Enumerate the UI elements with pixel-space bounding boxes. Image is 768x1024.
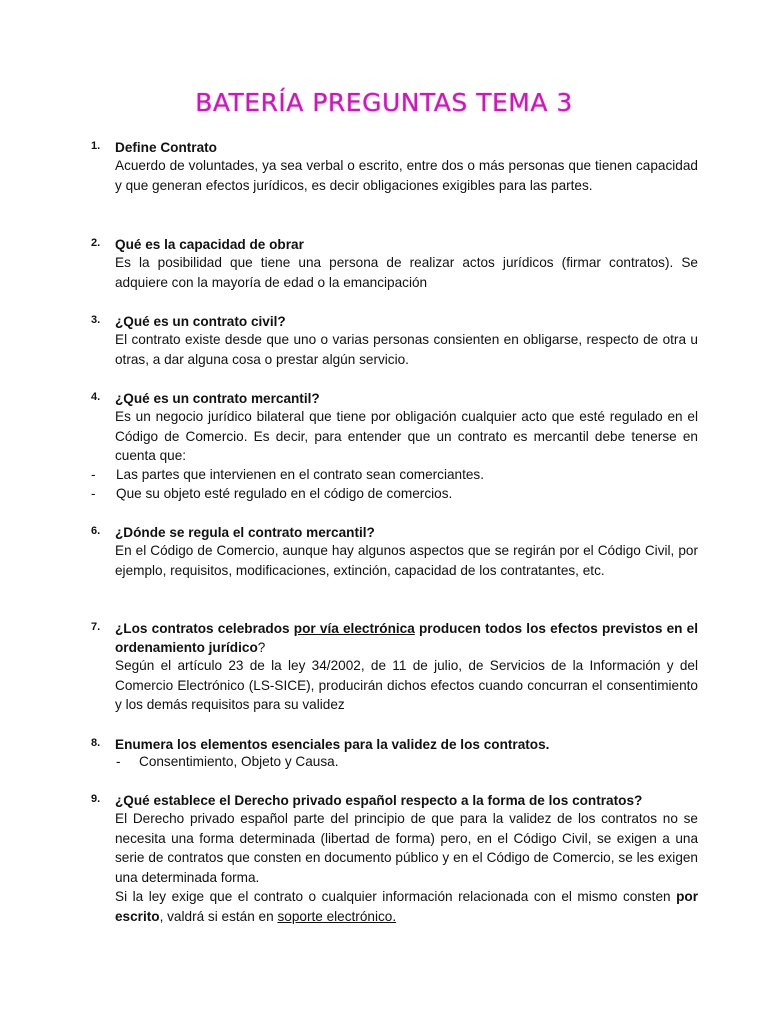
answer-text-2	[115, 887, 698, 926]
list-item-text: Las partes que intervienen en el contrato sean comerciantes.	[116, 467, 485, 482]
answer-text: El Derecho privado español parte del principio de que para la validez de los contratos no se necesita una forma determinada (libertad de forma) pero, en el Código Civil, se exigen a una serie de contratos que consten en documento público y en el Código de Comercio, se les exigen una determinada forma.	[115, 811, 698, 885]
answer-text-part: Si la ley exige que el contrato o cualquier información relacionada con el mismo consten	[115, 889, 677, 904]
list-item-text: Que su objeto esté regulado en el código de comercios.	[116, 486, 453, 501]
bullet-marker: -	[116, 754, 121, 769]
question-number: 7.	[91, 621, 101, 633]
bullet-marker: -	[91, 486, 96, 501]
answer-text: El contrato existe desde que uno o varias personas consienten en obligarse, respecto de otra u otras, a dar alguna cosa o prestar algún servicio.	[115, 332, 698, 367]
question-text: Enumera los elementos esenciales para la validez de los contratos.	[115, 737, 550, 752]
question-text: Qué es la capacidad de obrar	[115, 237, 304, 252]
question-text: ¿Dónde se regula el contrato mercantil?	[115, 525, 375, 540]
underlined-phrase: soporte electrónico.	[277, 908, 397, 924]
question-number: 9.	[91, 793, 101, 805]
question-text-part: ¿Los contratos celebrados	[115, 621, 294, 636]
answer-text-part: , valdrá si están en	[159, 908, 278, 924]
question-text: Define Contrato	[115, 140, 217, 155]
question-text-part: producen todos los efectos previstos en el ordenamiento jurídico	[115, 621, 698, 655]
question-number: 8.	[91, 737, 101, 749]
answer-text: Acuerdo de voluntades, ya sea verbal o escrito, entre dos o más personas que tienen capacidad y que generan efectos jurídicos, es decir obligaciones exigibles para las partes.	[115, 158, 698, 193]
question-number: 4.	[91, 391, 101, 403]
page-title: BATERÍA PREGUNTAS TEMA 3	[195, 88, 573, 117]
question-number: 3.	[91, 314, 101, 326]
question-number: 1.	[91, 140, 101, 152]
question-text: ¿Qué establece el Derecho privado español respecto a la forma de los contratos?	[115, 793, 643, 808]
question-number: 2.	[91, 237, 101, 249]
answer-text: En el Código de Comercio, aunque hay algunos aspectos que se regirán por el Código Civil, por ejemplo, requisitos, modificaciones, extinción, capacidad de los contratantes, etc.	[115, 543, 698, 578]
bullet-marker: -	[91, 467, 96, 482]
answer-text: Según el artículo 23 de la ley 34/2002, de 11 de julio, de Servicios de la Información y del Comercio Electrónico (LS-SICE), producirán dichos efectos cuando concurran el consentimiento y los demás requisitos para su validez	[115, 658, 698, 712]
answer-text: Es un negocio jurídico bilateral que tiene por obligación cualquier acto que esté regulado en el Código de Comercio. Es decir, para entender que un contrato es mercantil debe tenerse en cuenta que:	[115, 409, 698, 463]
underlined-phrase: por vía electrónica	[293, 621, 415, 636]
question-number: 6.	[91, 525, 101, 537]
question-text: ¿Qué es un contrato mercantil?	[115, 391, 320, 406]
question-mark: ?	[257, 640, 266, 655]
question-text	[115, 619, 698, 657]
bold-phrase: por escrito	[115, 889, 698, 924]
question-text: ¿Qué es un contrato civil?	[115, 314, 286, 329]
list-item-text: Consentimiento, Objeto y Causa.	[139, 754, 339, 769]
answer-text: Es la posibilidad que tiene una persona de realizar actos jurídicos (firmar contratos). Se adquiere con la mayoría de edad o la emancipación	[115, 255, 698, 290]
